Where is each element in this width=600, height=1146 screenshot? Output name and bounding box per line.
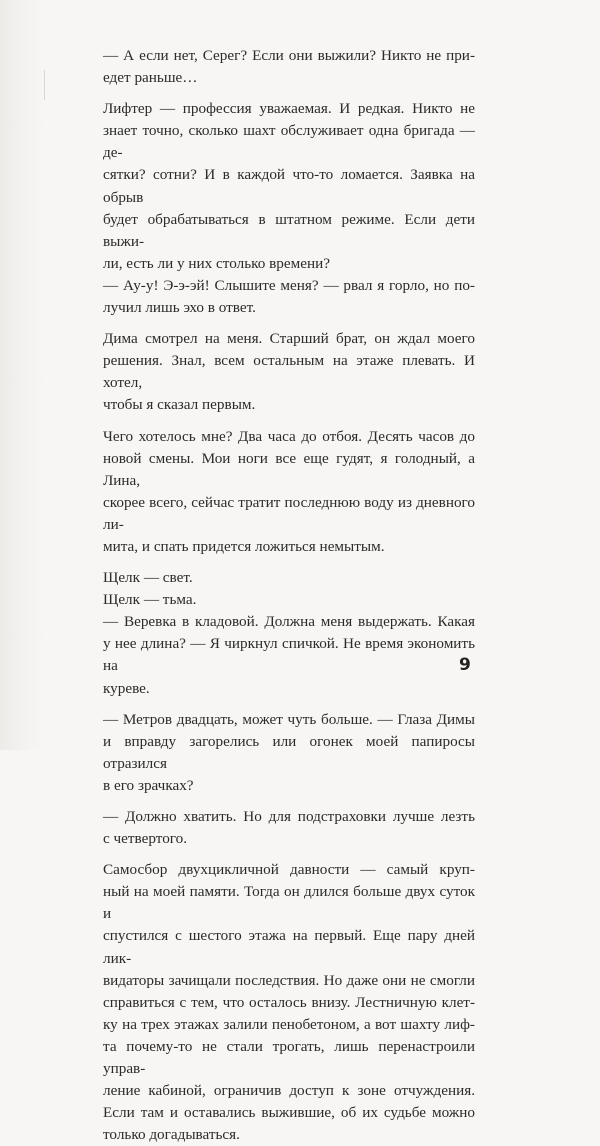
text-line: новой смены. Мои ноги все еще гудят, я голодный, а Лина, bbox=[103, 449, 475, 489]
paragraph bbox=[103, 426, 475, 559]
text-line: — Ау-у! Э-э-эй! Слышите меня? — рвал я горло, но по- bbox=[103, 276, 475, 294]
text-line: — Метров двадцать, может чуть больше. — Глаза Димы bbox=[103, 710, 475, 728]
page-number: 9 bbox=[459, 655, 471, 675]
text-line: будет обрабатываться в штатном режиме. Если дети выжи- bbox=[103, 210, 475, 250]
page-edge-mark bbox=[44, 70, 45, 100]
text-line: ку на трех этажах залили пенобетоном, а вот шахту лиф- bbox=[103, 1015, 475, 1033]
text-line: — Должно хватить. Но для подстраховки лучше лезть bbox=[103, 808, 475, 825]
text-line: и вправду загорелись или огонек моей папиросы отразился bbox=[103, 732, 475, 772]
text-line: только догадываться. bbox=[103, 1126, 240, 1144]
paragraph bbox=[103, 567, 475, 589]
text-line: — Веревка в кладовой. Должна меня выдержать. Какая bbox=[103, 613, 475, 631]
paragraph bbox=[103, 589, 475, 611]
text-line: ление кабиной, ограничив доступ к зоне отчуждения. bbox=[103, 1082, 475, 1100]
text-line: ли, есть ли у них столько времени? bbox=[103, 254, 330, 272]
text-line: куреве. bbox=[103, 679, 150, 697]
paragraph bbox=[103, 328, 475, 416]
page-left-edge bbox=[0, 0, 46, 750]
body-text bbox=[103, 45, 475, 1146]
paragraph bbox=[103, 611, 475, 699]
paragraph bbox=[103, 709, 475, 797]
text-line: — А если нет, Серег? Если они выжили? Никто не при- bbox=[103, 47, 475, 64]
text-line: лучил лишь эхо в ответ. bbox=[103, 299, 256, 317]
paragraph bbox=[103, 806, 475, 850]
text-line: решения. Знал, всем остальным на этаже плевать. И хотел, bbox=[103, 352, 475, 392]
text-line: справиться с тем, что осталось внизу. Лестничную клет- bbox=[103, 993, 475, 1011]
text-line: Дима смотрел на меня. Старший брат, он ждал моего bbox=[103, 330, 475, 348]
text-line: спустился с шестого этажа на первый. Еще пару дней лик- bbox=[103, 927, 475, 967]
text-line: Если там и оставались выжившие, об их судьбе можно bbox=[103, 1104, 475, 1122]
text-line: у нее длина? — Я чиркнул спичкой. Не время экономить на bbox=[103, 635, 475, 675]
text-line: знает точно, сколько шахт обслуживает одна бригада — де- bbox=[103, 122, 475, 162]
text-line: Лифтер — профессия уважаемая. И редкая. Никто не bbox=[103, 100, 475, 118]
text-line: с четвертого. bbox=[103, 830, 188, 848]
text-line: мита, и спать придется ложиться немытым. bbox=[103, 537, 385, 555]
text-line: скорее всего, сейчас тратит последнюю воду из дневного ли- bbox=[103, 493, 475, 533]
text-line: та почему-то не стали трогать, лишь перенастроили управ- bbox=[103, 1037, 475, 1078]
paragraph bbox=[103, 45, 475, 89]
text-line: в его зрачках? bbox=[103, 776, 194, 794]
paragraph bbox=[103, 859, 475, 1146]
text-line: ный на моей памяти. Тогда он длился больше двух суток и bbox=[103, 883, 475, 923]
paragraph bbox=[103, 98, 475, 275]
text-line: едет раньше… bbox=[103, 69, 198, 87]
text-line: сятки? сотни? И в каждой что-то ломается. Заявка на обрыв bbox=[103, 166, 475, 206]
text-line: Чего хотелось мне? Два часа до отбоя. Десять часов до bbox=[103, 427, 475, 445]
text-line: Щелк — тьма. bbox=[103, 591, 197, 609]
text-line: Самосбор двухцикличной давности — самый круп- bbox=[103, 861, 475, 879]
paragraph bbox=[103, 275, 475, 319]
text-line: видаторы зачищали последствия. Но даже они не смогли bbox=[103, 971, 475, 989]
text-line: чтобы я сказал первым. bbox=[103, 396, 256, 414]
text-line: Щелк — свет. bbox=[103, 569, 193, 587]
